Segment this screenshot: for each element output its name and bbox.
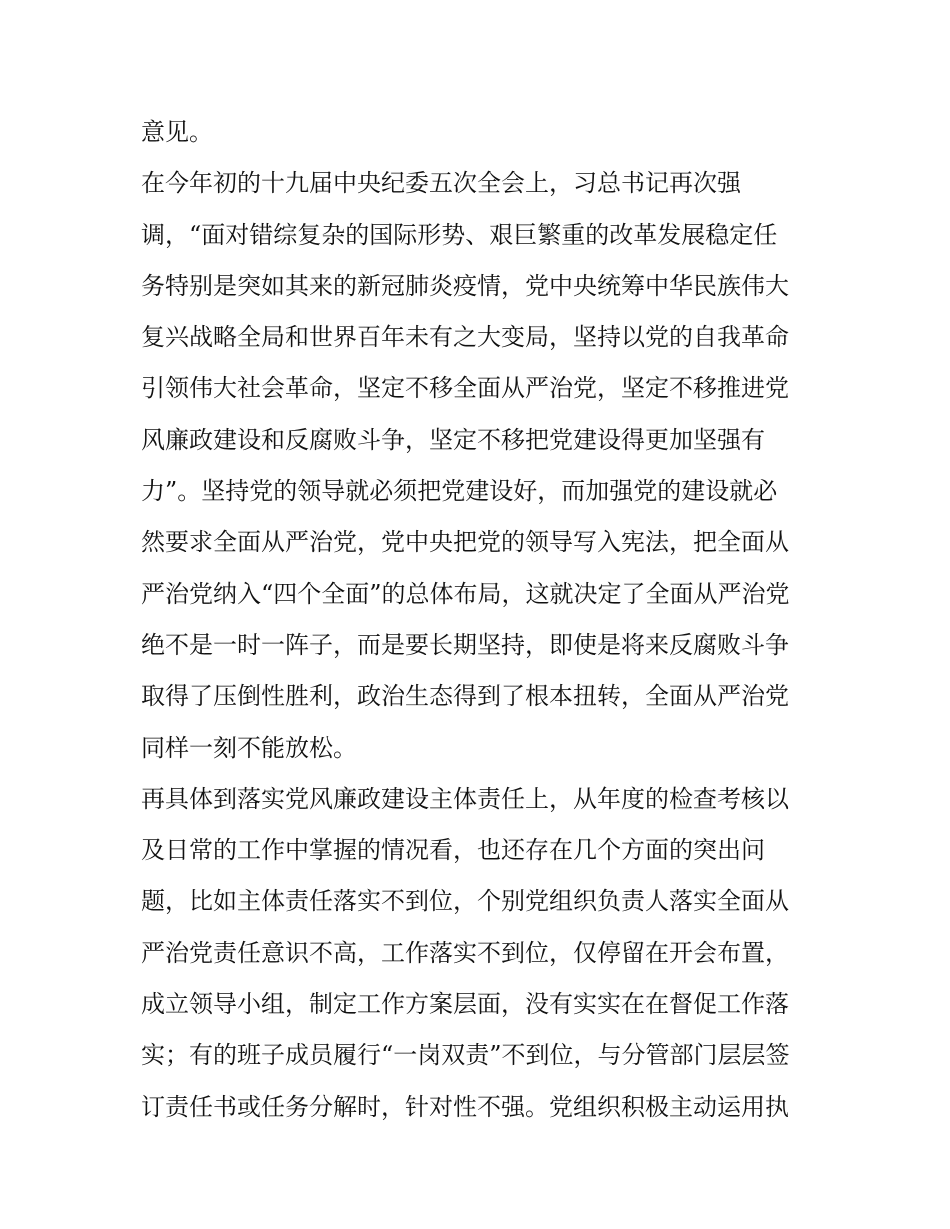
text-line-16: 题，比如主体责任落实不到位，个别党组织负责人落实全面从 <box>141 887 789 916</box>
text-line-8: 力”。坚持党的领导就必须把党建设好，而加强党的建设就必 <box>141 477 778 506</box>
text-line-3: 调，“面对错综复杂的国际形势、艰巨繁重的改革发展稳定任 <box>141 220 778 249</box>
text-line-20: 订责任书或任务分解时，针对性不强。党组织积极主动运用执 <box>141 1092 789 1121</box>
text-line-1: 意见。 <box>141 118 213 146</box>
text-line-15: 及日常的工作中掌握的情况看，也还存在几个方面的突出问 <box>141 836 765 865</box>
text-line-13: 同样一刻不能放松。 <box>141 733 357 762</box>
text-line-4: 务特别是突如其来的新冠肺炎疫情，党中央统筹中华民族伟大 <box>141 271 789 300</box>
text-line-19: 实；有的班子成员履行“一岗双责”不到位，与分管部门层层签 <box>141 1041 790 1070</box>
document-body <box>141 107 821 1133</box>
text-line-18: 成立领导小组，制定工作方案层面，没有实实在在督促工作落 <box>141 990 789 1019</box>
text-line-7: 风廉政建设和反腐败斗争，坚定不移把党建设得更加坚强有 <box>141 425 765 454</box>
text-line-6: 引领伟大社会革命，坚定不移全面从严治党，坚定不移推进党 <box>141 374 789 403</box>
text-line-14: 再具体到落实党风廉政建设主体责任上，从年度的检查考核以 <box>141 784 789 813</box>
text-line-10: 严治党纳入“四个全面”的总体布局，这就决定了全面从严治党 <box>141 579 790 608</box>
text-line-11: 绝不是一时一阵子，而是要长期坚持，即使是将来反腐败斗争 <box>141 630 789 659</box>
text-line-17: 严治党责任意识不高，工作落实不到位，仅停留在开会布置， <box>141 938 789 967</box>
text-line-12: 取得了压倒性胜利，政治生态得到了根本扭转，全面从严治党 <box>141 682 789 711</box>
text-line-5: 复兴战略全局和世界百年未有之大变局，坚持以党的自我革命 <box>141 323 789 352</box>
text-line-2: 在今年初的十九届中央纪委五次全会上，习总书记再次强 <box>141 169 741 198</box>
text-line-9: 然要求全面从严治党，党中央把党的领导写入宪法，把全面从 <box>141 528 789 557</box>
